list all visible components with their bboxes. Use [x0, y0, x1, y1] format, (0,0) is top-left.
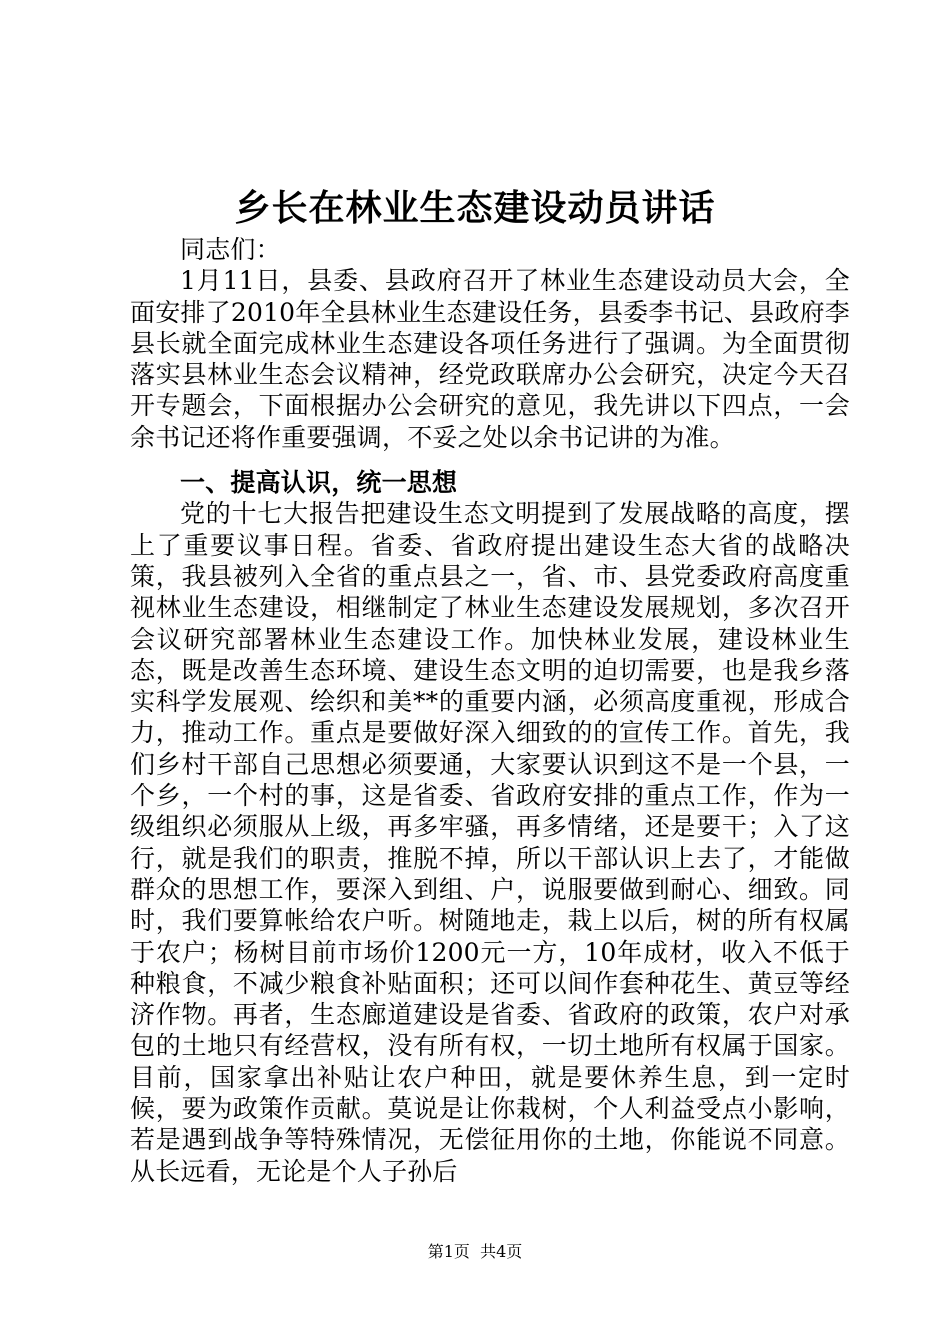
document-title: 乡长在林业生态建设动员讲话	[234, 187, 716, 229]
salutation: 同志们：	[180, 235, 281, 264]
footer-spacer	[470, 1242, 480, 1261]
page-footer	[0, 1241, 950, 1263]
section-heading-1: 一、提高认识，统一思想	[180, 468, 458, 498]
paragraph-1: 1月11日，县委、县政府召开了林业生态建设动员大会，全面安排了2010年全县林业生态建设任务，县委李书记、县政府李县长就全面完成林业生态建设各项任务进行了强调。为全面贯彻落实县林业生态会议精神，经党政联席办公会研究，决定今天召开专题会，下面根据办公会研究的意见，我先讲以下四点，一会余书记还将作重要强调，不妥之处以余书记讲的为准。	[130, 266, 850, 452]
document-body	[130, 234, 850, 1187]
page-number: 第1页	[427, 1242, 470, 1261]
paragraph-2: 党的十七大报告把建设生态文明提到了发展战略的高度，摆上了重要议事日程。省委、省政府提出建设生态大省的战略决策，我县被列入全省的重点县之一，省、市、县党委政府高度重视林业生态建设，相继制定了林业生态建设发展规划，多次召开会议研究部署林业生态建设工作。加快林业发展，建设林业生态，既是改善生态环境、建设生态文明的迫切需要，也是我乡落实科学发展观、绘织和美**的重要内涵，必须高度重视，形成合力，推动工作。重点是要做好深入细致的的宣传工作。首先，我们乡村干部自己思想必须要通，大家要认识到这不是一个县，一个乡，一个村的事，这是省委、省政府安排的重点工作，作为一级组织必须服从上级，再多牢骚，再多情绪，还是要干；入了这行，就是我们的职责，推脱不掉，所以干部认识上去了，才能做群众的思想工作，要深入到组、户，说服要做到耐心、细致。同时，我们要算帐给农户听。树随地走，栽上以后，树的所有权属于农户；杨树目前市场价1200元一方，10年成材，收入不低于种粮食，不减少粮食补贴面积；还可以间作套种花生、黄豆等经济作物。再者，生态廊道建设是省委、省政府的政策，农户对承包的土地只有经营权，没有所有权，一切土地所有权属于国家。目前，国家拿出补贴让农户种田，就是要休养生息，到一定时候，要为政策作贡献。莫说是让你栽树，个人利益受点小影响，若是遇到战争等特殊情况，无偿征用你的土地，你能说不同意。从长远看，无论是个人子孙后	[130, 499, 850, 1186]
page-total: 共4页	[480, 1242, 523, 1261]
